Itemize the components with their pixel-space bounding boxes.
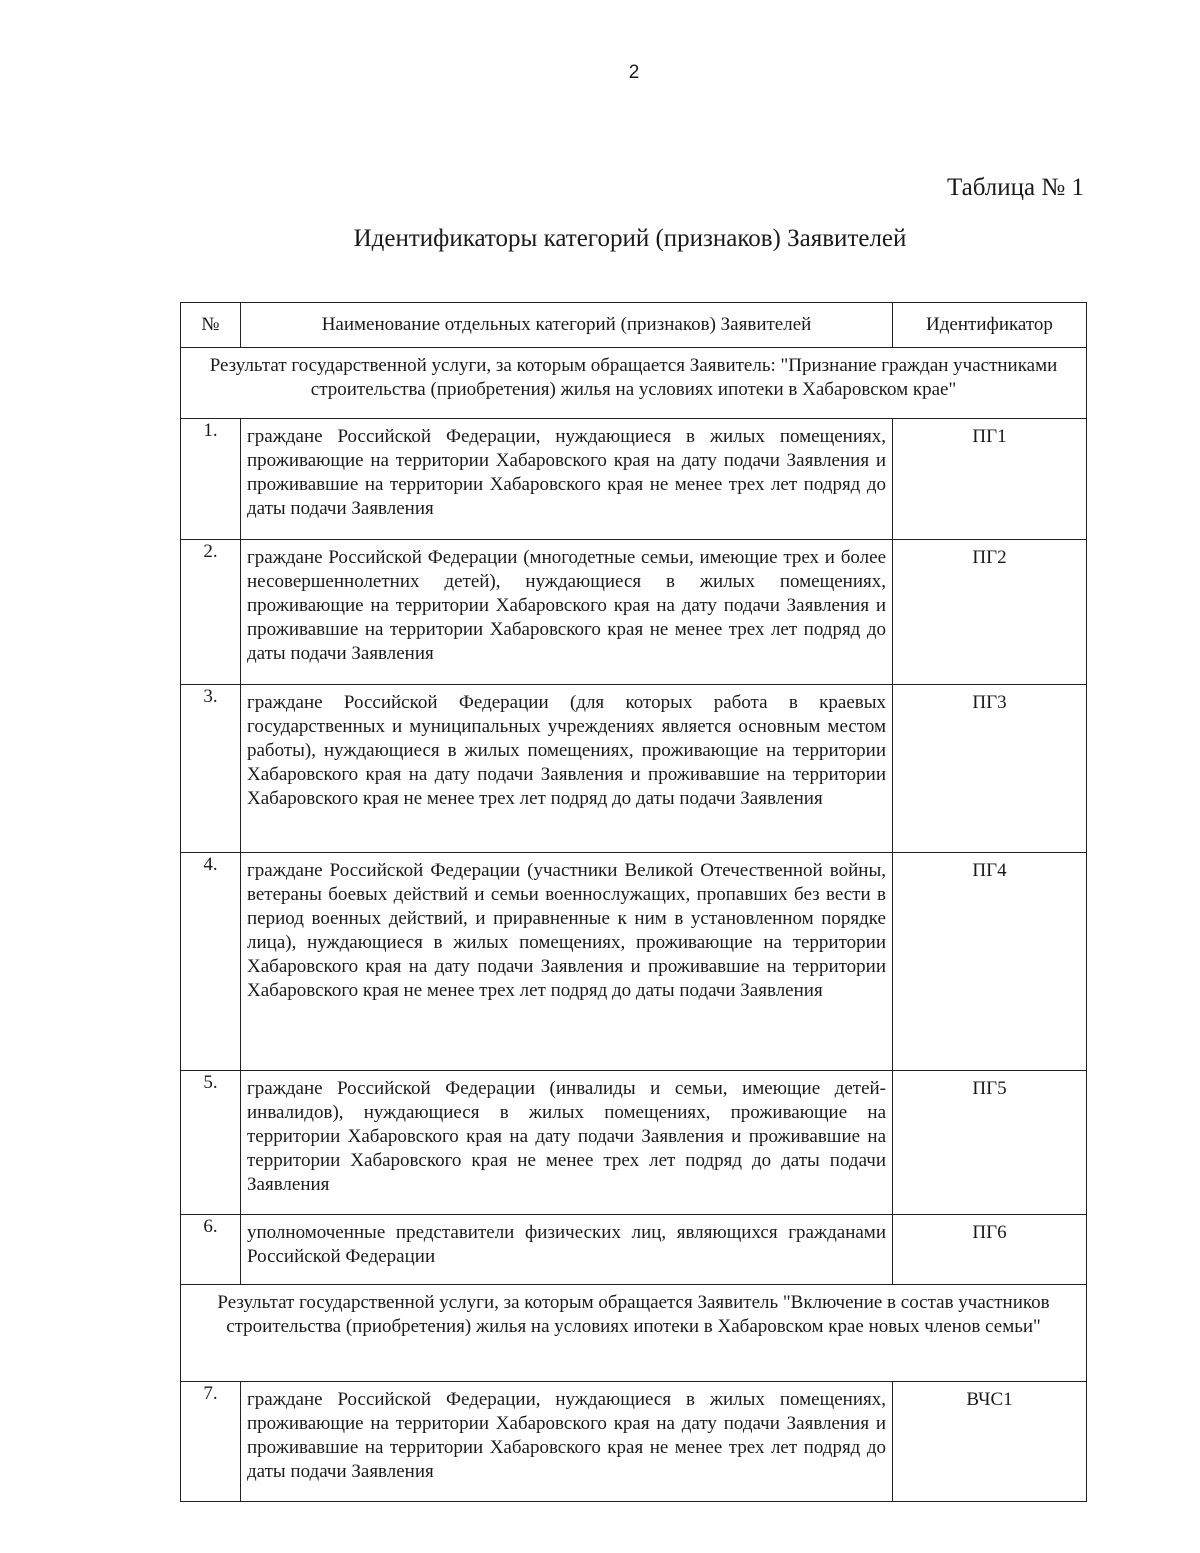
table-row [181,853,1087,1071]
section-heading-row [181,1285,1087,1382]
table-row [181,419,1087,540]
row-identifier: ПГ4 [893,853,1087,1071]
table-row [181,1071,1087,1215]
table-header-row [181,303,1087,348]
row-category-name: граждане Российской Федерации, нуждающиеся в жилых помещениях, проживающие на территории Хабаровского края на дату подачи Заявления и проживавшие на территории Хабаровского края не менее трех лет подряд до даты подачи Заявления [241,1382,893,1502]
row-number: 1. [181,419,241,540]
row-category-name: граждане Российской Федерации, нуждающиеся в жилых помещениях, проживающие на территории Хабаровского края на дату подачи Заявления и проживавшие на территории Хабаровского края не менее трех лет подряд до даты подачи Заявления [241,419,893,540]
row-number: 5. [181,1071,241,1215]
header-identifier: Идентификатор [893,303,1087,348]
section-heading-row [181,348,1087,419]
row-identifier: ВЧС1 [893,1382,1087,1502]
row-number: 2. [181,540,241,685]
header-number: № [181,303,241,348]
identifiers-table [180,302,1087,1502]
table-row [181,685,1087,853]
row-identifier: ПГ3 [893,685,1087,853]
row-identifier: ПГ1 [893,419,1087,540]
row-category-name: граждане Российской Федерации (многодетные семьи, имеющие трех и более несовершеннолетних детей), нуждающиеся в жилых помещениях, проживающие на территории Хабаровского края на дату подачи Заявления и проживавшие на территории Хабаровского края не менее трех лет подряд до даты подачи Заявления [241,540,893,685]
table-label: Таблица № 1 [946,174,1084,201]
header-category-name: Наименование отдельных категорий (признаков) Заявителей [241,303,893,348]
section-heading: Результат государственной услуги, за которым обращается Заявитель: "Признание граждан участниками строительства (приобретения) жилья на условиях ипотеки в Хабаровском крае" [181,348,1087,419]
row-identifier: ПГ6 [893,1215,1087,1285]
row-number: 3. [181,685,241,853]
row-category-name: граждане Российской Федерации (участники Великой Отечественной войны, ветераны боевых действий и семьи военнослужащих, пропавших без вести в период военных действий, и приравненные к ним в установленном порядке лица), нуждающиеся в жилых помещениях, проживающие на территории Хабаровского края на дату подачи Заявления и проживавшие на территории Хабаровского края не менее трех лет подряд до даты подачи Заявления [241,853,893,1071]
table-row [181,1382,1087,1502]
page-number: 2 [628,62,640,83]
row-category-name: уполномоченные представители физических лиц, являющихся гражданами Российской Федерации [241,1215,893,1285]
row-number: 7. [181,1382,241,1502]
document-title: Идентификаторы категорий (признаков) Заявителей [353,225,907,252]
row-identifier: ПГ5 [893,1071,1087,1215]
row-number: 4. [181,853,241,1071]
row-number: 6. [181,1215,241,1285]
section-heading: Результат государственной услуги, за которым обращается Заявитель "Включение в состав участников строительства (приобретения) жилья на условиях ипотеки в Хабаровском крае новых членов семьи" [181,1285,1087,1382]
table-row [181,1215,1087,1285]
row-category-name: граждане Российской Федерации (инвалиды и семьи, имеющие детей-инвалидов), нуждающиеся в жилых помещениях, проживающие на территории Хабаровского края на дату подачи Заявления и проживавшие на территории Хабаровского края не менее трех лет подряд до даты подачи Заявления [241,1071,893,1215]
table-row [181,540,1087,685]
row-identifier: ПГ2 [893,540,1087,685]
row-category-name: граждане Российской Федерации (для которых работа в краевых государственных и муниципальных учреждениях является основным местом работы), нуждающиеся в жилых помещениях, проживающие на территории Хабаровского края на дату подачи Заявления и проживавшие на территории Хабаровского края не менее трех лет подряд до даты подачи Заявления [241,685,893,853]
